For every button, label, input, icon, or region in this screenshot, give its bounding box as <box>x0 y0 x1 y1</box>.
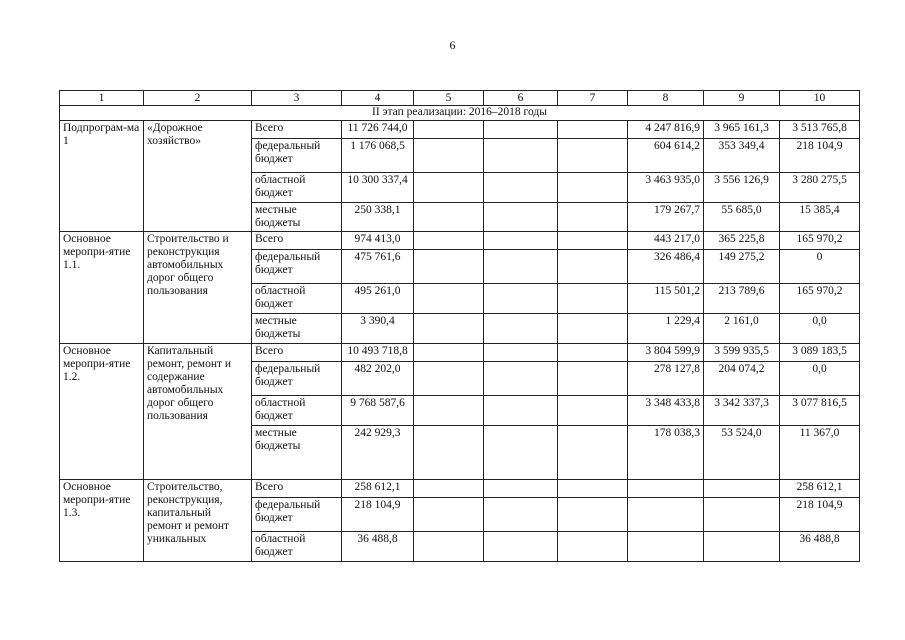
amount-2016: 179 267,7 <box>628 203 704 232</box>
amount-2017: 2 161,0 <box>704 314 780 344</box>
empty-cell-5 <box>414 284 484 314</box>
amount-2016: 178 038,3 <box>628 426 704 480</box>
program-label: Основное меропри-ятие 1.3. <box>60 480 144 562</box>
program-description: Строительство и реконструкция автомобильных дорог общего пользования <box>144 232 252 344</box>
amount-2018: 0,0 <box>780 314 860 344</box>
empty-cell-5 <box>414 362 484 396</box>
empty-cell-6 <box>484 362 558 396</box>
program-label: Основное меропри-ятие 1.2. <box>60 344 144 480</box>
empty-cell-7 <box>558 480 628 498</box>
empty-cell-6 <box>484 344 558 362</box>
header-cell: 8 <box>628 91 704 106</box>
header-cell: 10 <box>780 91 860 106</box>
empty-cell-5 <box>414 426 484 480</box>
amount-2018: 3 280 275,5 <box>780 173 860 203</box>
empty-cell-5 <box>414 396 484 426</box>
empty-cell-6 <box>484 139 558 173</box>
amount-2016: 1 229,4 <box>628 314 704 344</box>
amount-2018: 258 612,1 <box>780 480 860 498</box>
header-row <box>60 91 860 106</box>
empty-cell-7 <box>558 344 628 362</box>
empty-cell-7 <box>558 314 628 344</box>
table-row <box>60 344 860 362</box>
empty-cell-6 <box>484 532 558 562</box>
empty-cell-7 <box>558 250 628 284</box>
funding-source: областной бюджет <box>252 173 342 203</box>
empty-cell-5 <box>414 532 484 562</box>
amount-2018: 218 104,9 <box>780 498 860 532</box>
funding-source: областной бюджет <box>252 396 342 426</box>
empty-cell-5 <box>414 344 484 362</box>
amount-total: 482 202,0 <box>342 362 414 396</box>
stage-title: II этап реализации: 2016–2018 годы <box>60 106 860 121</box>
empty-cell-7 <box>558 532 628 562</box>
funding-source: областной бюджет <box>252 532 342 562</box>
amount-2018: 3 089 183,5 <box>780 344 860 362</box>
amount-2017: 53 524,0 <box>704 426 780 480</box>
amount-2016: 4 247 816,9 <box>628 121 704 139</box>
header-cell: 6 <box>484 91 558 106</box>
amount-2016: 604 614,2 <box>628 139 704 173</box>
empty-cell-5 <box>414 314 484 344</box>
amount-2017 <box>704 498 780 532</box>
program-label: Подпрограм-ма 1 <box>60 121 144 232</box>
empty-cell-7 <box>558 284 628 314</box>
empty-cell-6 <box>484 498 558 532</box>
amount-total: 475 761,6 <box>342 250 414 284</box>
amount-total: 974 413,0 <box>342 232 414 250</box>
amount-2016: 3 804 599,9 <box>628 344 704 362</box>
amount-total: 3 390,4 <box>342 314 414 344</box>
funding-source: федеральный бюджет <box>252 250 342 284</box>
funding-source: местные бюджеты <box>252 314 342 344</box>
header-cell: 7 <box>558 91 628 106</box>
funding-source: федеральный бюджет <box>252 362 342 396</box>
funding-source: местные бюджеты <box>252 203 342 232</box>
empty-cell-6 <box>484 396 558 426</box>
header-cell: 2 <box>144 91 252 106</box>
table-row <box>60 121 860 139</box>
amount-2017 <box>704 532 780 562</box>
empty-cell-5 <box>414 250 484 284</box>
header-cell: 3 <box>252 91 342 106</box>
amount-2017 <box>704 480 780 498</box>
empty-cell-7 <box>558 362 628 396</box>
empty-cell-7 <box>558 121 628 139</box>
funding-source: Всего <box>252 121 342 139</box>
funding-source: Всего <box>252 232 342 250</box>
empty-cell-7 <box>558 396 628 426</box>
amount-2016: 115 501,2 <box>628 284 704 314</box>
amount-2018: 0,0 <box>780 362 860 396</box>
empty-cell-7 <box>558 173 628 203</box>
empty-cell-5 <box>414 139 484 173</box>
amount-total: 1 176 068,5 <box>342 139 414 173</box>
amount-2017: 204 074,2 <box>704 362 780 396</box>
amount-total: 242 929,3 <box>342 426 414 480</box>
amount-2017: 3 342 337,3 <box>704 396 780 426</box>
empty-cell-5 <box>414 173 484 203</box>
amount-total: 258 612,1 <box>342 480 414 498</box>
amount-2017: 55 685,0 <box>704 203 780 232</box>
amount-2018: 3 513 765,8 <box>780 121 860 139</box>
empty-cell-6 <box>484 173 558 203</box>
amount-total: 36 488,8 <box>342 532 414 562</box>
empty-cell-7 <box>558 426 628 480</box>
amount-2018: 165 970,2 <box>780 284 860 314</box>
program-description: Капитальный ремонт, ремонт и содержание автомобильных дорог общего пользования <box>144 344 252 480</box>
empty-cell-6 <box>484 232 558 250</box>
empty-cell-6 <box>484 480 558 498</box>
empty-cell-5 <box>414 121 484 139</box>
program-description: «Дорожное хозяйство» <box>144 121 252 232</box>
amount-total: 218 104,9 <box>342 498 414 532</box>
amount-2017: 365 225,8 <box>704 232 780 250</box>
amount-2018: 0 <box>780 250 860 284</box>
amount-2016 <box>628 498 704 532</box>
table-row <box>60 480 860 498</box>
funding-source: областной бюджет <box>252 284 342 314</box>
amount-total: 10 300 337,4 <box>342 173 414 203</box>
table-row <box>60 232 860 250</box>
amount-2018: 36 488,8 <box>780 532 860 562</box>
budget-table <box>59 90 860 562</box>
empty-cell-7 <box>558 232 628 250</box>
empty-cell-6 <box>484 284 558 314</box>
amount-2017: 3 965 161,3 <box>704 121 780 139</box>
funding-source: Всего <box>252 480 342 498</box>
empty-cell-7 <box>558 203 628 232</box>
empty-cell-7 <box>558 139 628 173</box>
header-cell: 5 <box>414 91 484 106</box>
program-label: Основное меропри-ятие 1.1. <box>60 232 144 344</box>
amount-2016: 278 127,8 <box>628 362 704 396</box>
header-cell: 1 <box>60 91 144 106</box>
amount-2016: 3 463 935,0 <box>628 173 704 203</box>
empty-cell-7 <box>558 498 628 532</box>
empty-cell-6 <box>484 250 558 284</box>
empty-cell-5 <box>414 203 484 232</box>
amount-2018: 218 104,9 <box>780 139 860 173</box>
header-cell: 4 <box>342 91 414 106</box>
program-description: Строительство, реконструкция, капитальный ремонт и ремонт уникальных <box>144 480 252 562</box>
amount-2017: 149 275,2 <box>704 250 780 284</box>
amount-2018: 11 367,0 <box>780 426 860 480</box>
amount-2016: 326 486,4 <box>628 250 704 284</box>
funding-source: федеральный бюджет <box>252 139 342 173</box>
amount-2018: 165 970,2 <box>780 232 860 250</box>
amount-2017: 3 556 126,9 <box>704 173 780 203</box>
empty-cell-5 <box>414 498 484 532</box>
amount-total: 11 726 744,0 <box>342 121 414 139</box>
empty-cell-5 <box>414 232 484 250</box>
amount-2016: 443 217,0 <box>628 232 704 250</box>
amount-2017: 3 599 935,5 <box>704 344 780 362</box>
amount-2016 <box>628 480 704 498</box>
amount-2016: 3 348 433,8 <box>628 396 704 426</box>
amount-2017: 213 789,6 <box>704 284 780 314</box>
amount-total: 9 768 587,6 <box>342 396 414 426</box>
page-number: 6 <box>449 38 456 52</box>
amount-total: 10 493 718,8 <box>342 344 414 362</box>
amount-total: 495 261,0 <box>342 284 414 314</box>
empty-cell-6 <box>484 314 558 344</box>
header-cell: 9 <box>704 91 780 106</box>
empty-cell-6 <box>484 121 558 139</box>
funding-source: местные бюджеты <box>252 426 342 480</box>
empty-cell-6 <box>484 203 558 232</box>
amount-total: 250 338,1 <box>342 203 414 232</box>
amount-2017: 353 349,4 <box>704 139 780 173</box>
amount-2018: 3 077 816,5 <box>780 396 860 426</box>
empty-cell-5 <box>414 480 484 498</box>
stage-row <box>60 106 860 121</box>
amount-2018: 15 385,4 <box>780 203 860 232</box>
empty-cell-6 <box>484 426 558 480</box>
amount-2016 <box>628 532 704 562</box>
funding-source: федеральный бюджет <box>252 498 342 532</box>
funding-source: Всего <box>252 344 342 362</box>
